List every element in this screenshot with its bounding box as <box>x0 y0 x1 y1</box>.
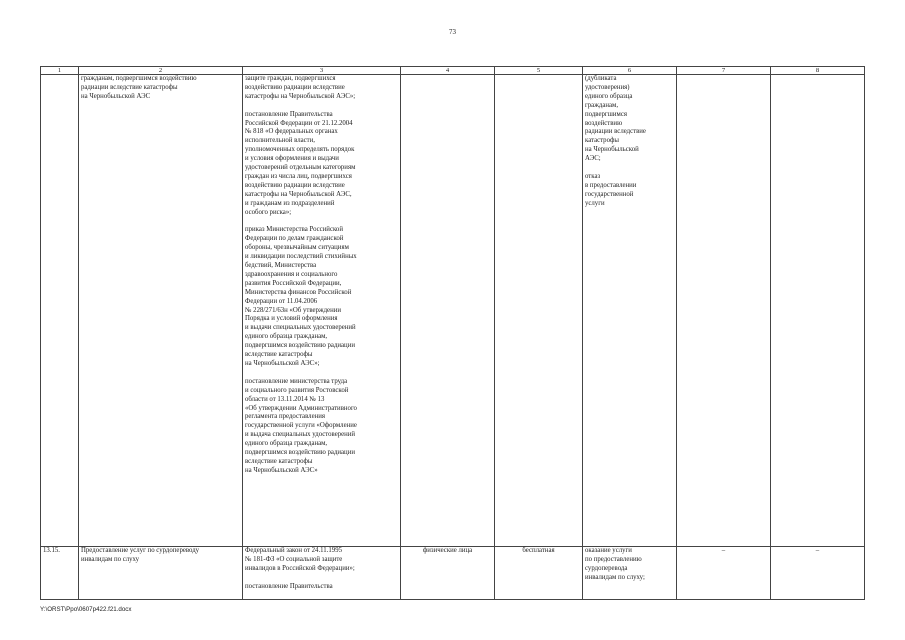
service-name-cell: Предоставление услуг по сурдопереводу инвалидам по слуху <box>79 547 243 600</box>
column-number-row <box>41 67 865 75</box>
legal-basis-cell: защите граждан, подвергшихся воздействию радиации вследствие катастрофы на Чернобыльской АЭС»; постановление Правительства Российской Федерации от 21.12.2004 № 818 «О федеральных органах исполнительной власти, уполномоченных определять порядок и условия оформления и выдачи удостоверений отдельным категориям граждан из числа лиц, подвергшихся воздействию радиации вследствие катастрофы на Чернобыльской АЭС, и гражданам из подразделений особого риска»; приказ Министерства Российской Федерации по делам гражданской обороны, чрезвычайным ситуациям и ликвидации последствий стихийных бедствий, Министерства здравоохранения и социального развития Российской Федерации, Министерства финансов Российской Федерации от 11.04.2006 № 228/271/63н «Об утверждении Порядка и условий оформления и выдачи специальных удостоверений единого образца гражданам, подвергшимся воздействию радиации вследствие катастрофы на Чернобыльской АЭС»; постановление министерства труда и социального развития Ростовской области от 13.11.2014 № 13 «Об утверждении Административного регламента предоставления государственной услуги «Оформление и выдача специальных удостоверений единого образца гражданам, подвергшимся воздействию радиации вследствие катастрофы на Чернобыльской АЭС» <box>243 75 401 547</box>
fee-cell <box>495 75 583 547</box>
column-number: 6 <box>583 67 677 75</box>
table-row <box>41 547 865 600</box>
column-7-cell: – <box>677 547 771 600</box>
services-table <box>40 66 865 600</box>
column-number: 8 <box>771 67 865 75</box>
row-number-cell <box>41 75 79 547</box>
result-cell: оказание услуги по предоставлению сурдоперевода инвалидам по слуху; <box>583 547 677 600</box>
fee-cell: бесплатная <box>495 547 583 600</box>
service-name-cell: гражданам, подвергшимся воздействию радиации вследствие катастрофы на Чернобыльской АЭС <box>79 75 243 547</box>
file-path-footer: Y:\ORST\Ppo\0607p422.f21.docx <box>40 606 132 613</box>
table-row <box>41 75 865 547</box>
legal-basis-cell: Федеральный закон от 24.11.1995 № 181-ФЗ «О социальной защите инвалидов в Российской Федерации»; постановление Правительства <box>243 547 401 600</box>
applicant-cell: физические лица <box>401 547 495 600</box>
column-8-cell: – <box>771 547 865 600</box>
column-7-cell <box>677 75 771 547</box>
column-number: 2 <box>79 67 243 75</box>
row-number-cell: 13.15. <box>41 547 79 600</box>
result-cell: (дубликата удостоверения) единого образца гражданам, подвергшимся воздействию радиации вследствие катастрофы на Чернобыльской АЭС; отказ в предоставлении государственной услуги <box>583 75 677 547</box>
column-number: 4 <box>401 67 495 75</box>
applicant-cell <box>401 75 495 547</box>
column-number: 7 <box>677 67 771 75</box>
column-8-cell <box>771 75 865 547</box>
column-number: 5 <box>495 67 583 75</box>
column-number: 3 <box>243 67 401 75</box>
page-number: 73 <box>449 28 456 36</box>
column-number: 1 <box>41 67 79 75</box>
